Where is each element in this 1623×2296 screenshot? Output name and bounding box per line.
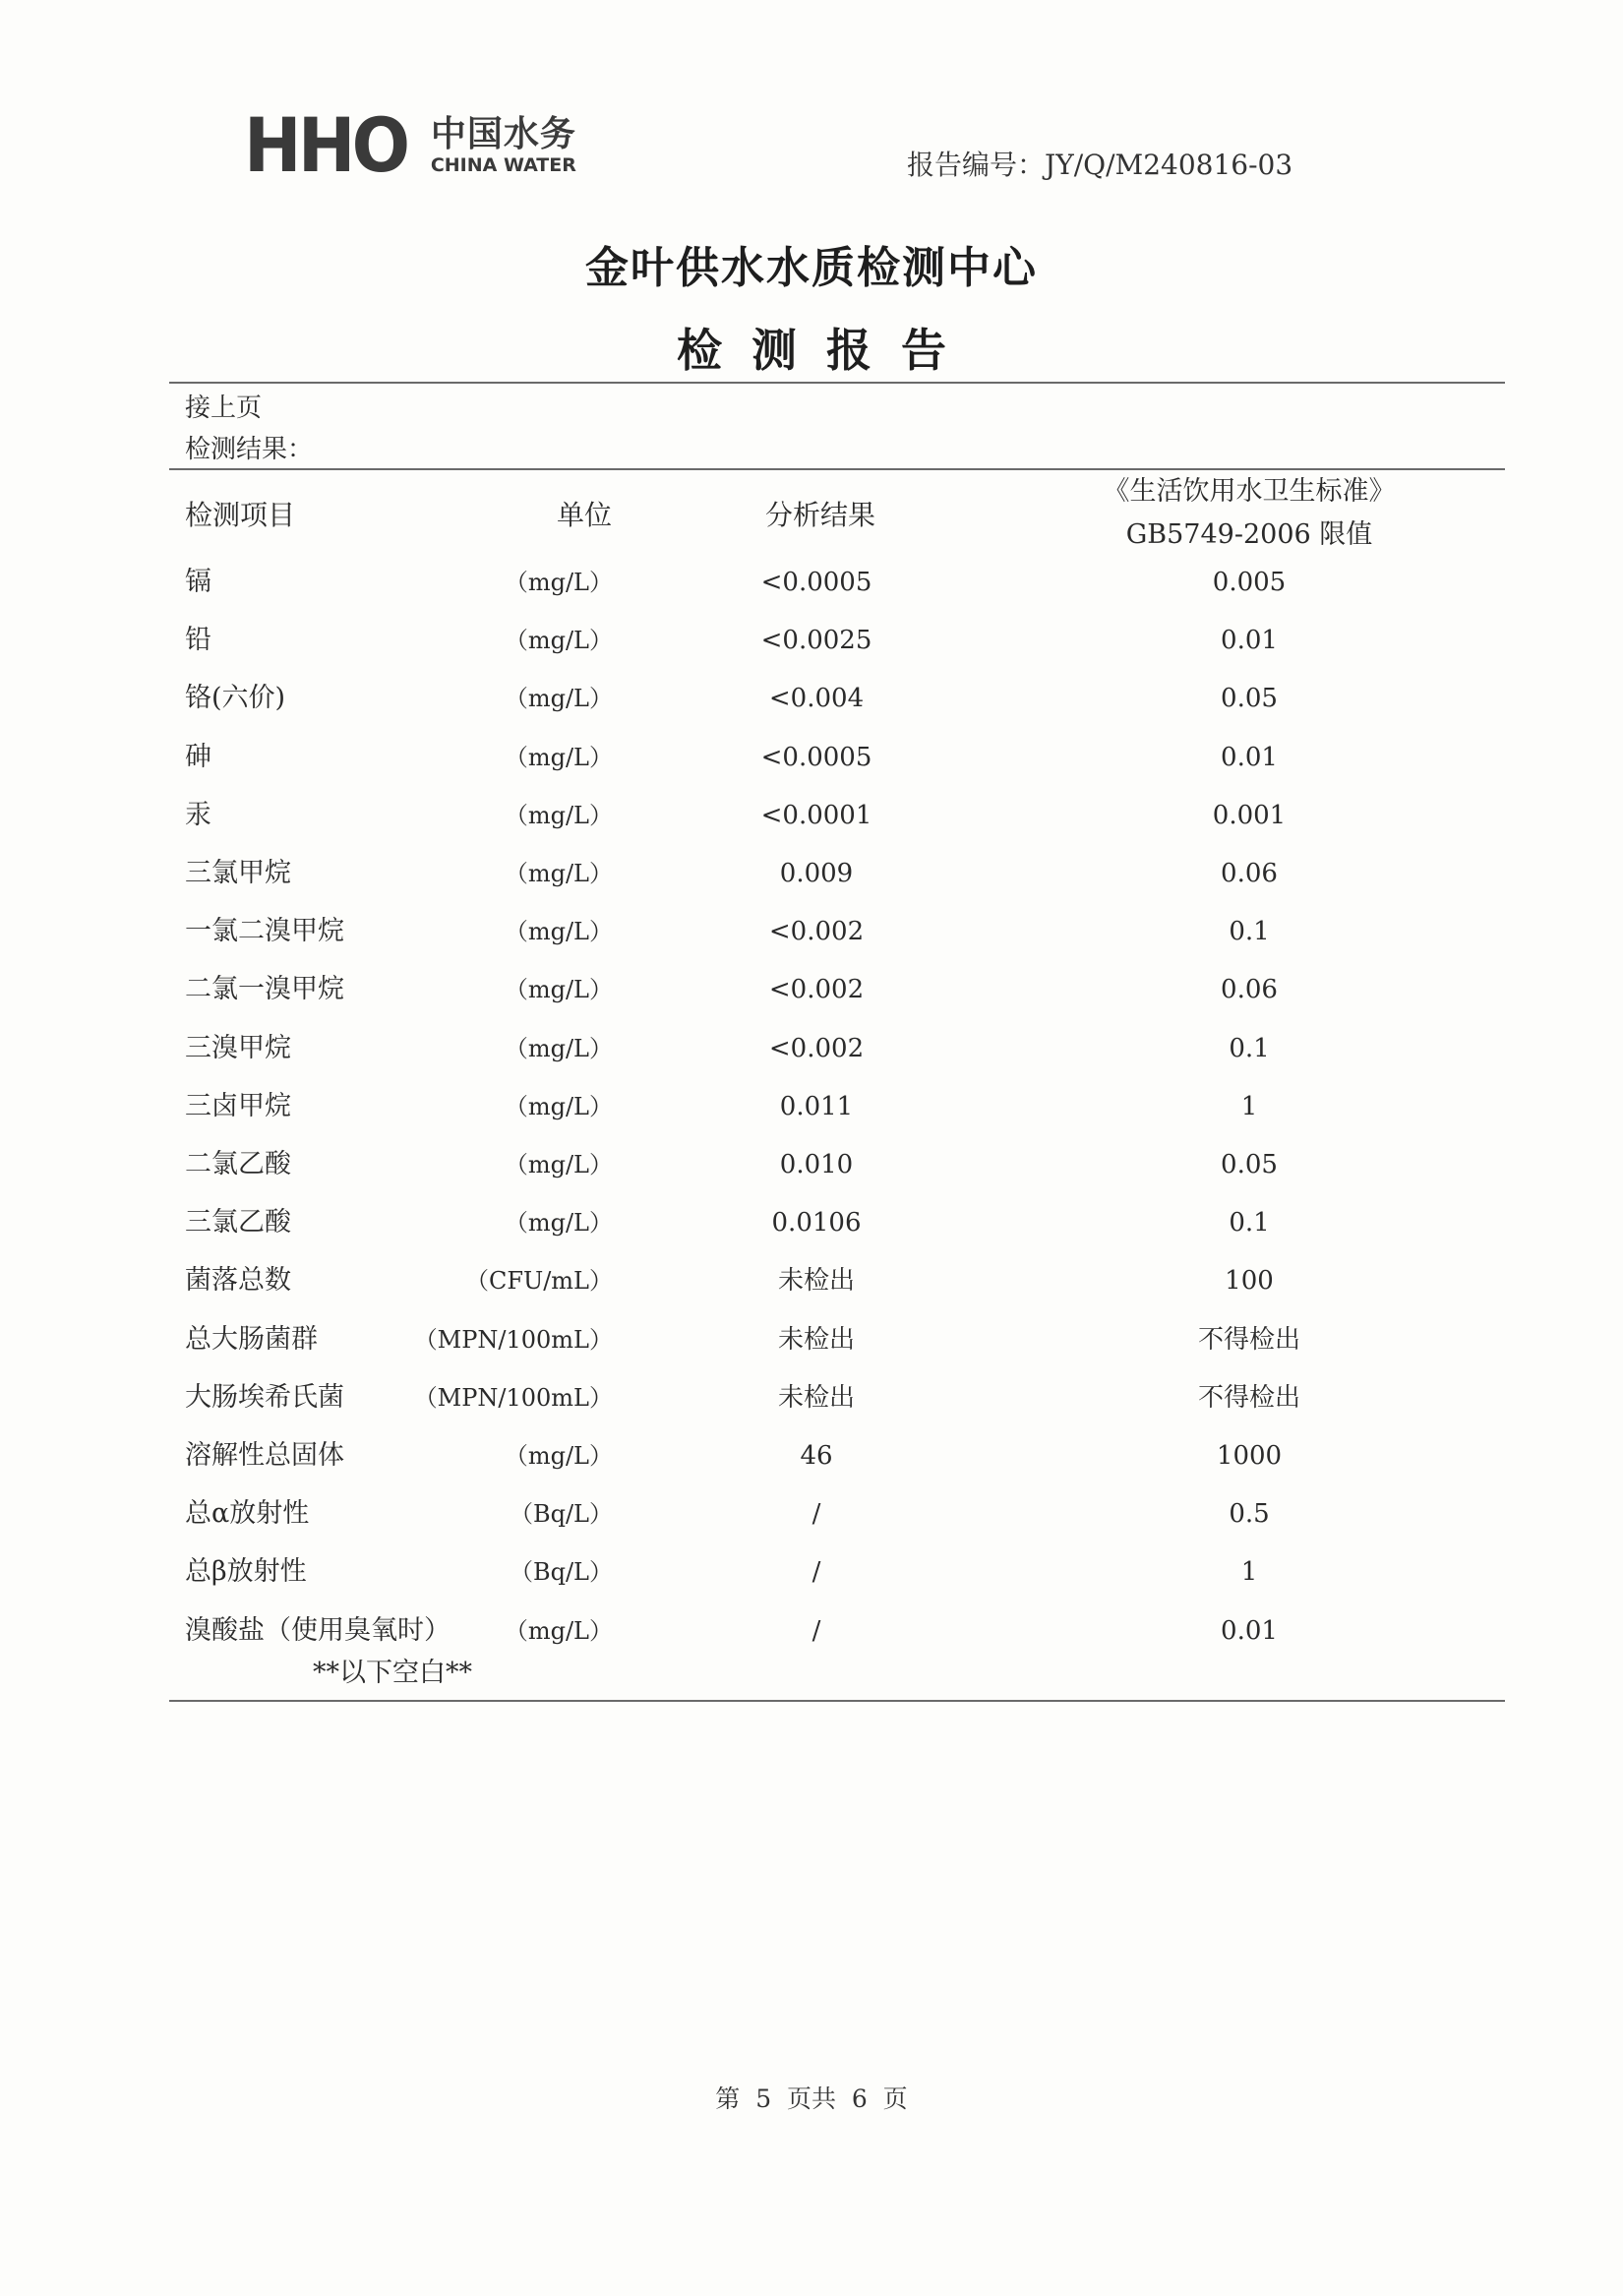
row-result: <0.004 <box>768 684 865 713</box>
table-row <box>0 738 1623 777</box>
logo-text-block <box>430 113 576 176</box>
row-item: 铬(六价) <box>185 683 286 713</box>
table-row <box>0 1378 1623 1418</box>
row-result: <0.0005 <box>760 743 872 772</box>
row-limit: 0.06 <box>1221 975 1278 1004</box>
row-unit: （mg/L） <box>504 918 613 945</box>
header-standard-line1: 《生活饮用水卫生标准》 <box>1103 476 1396 507</box>
organization-title: 金叶供水水质检测中心 <box>585 243 1038 293</box>
table-row <box>0 970 1623 1009</box>
row-result: <0.002 <box>768 1034 865 1063</box>
table-row <box>0 796 1623 835</box>
row-unit: （mg/L） <box>504 1151 613 1178</box>
row-limit: 0.06 <box>1221 859 1278 888</box>
row-limit: 0.05 <box>1221 684 1278 713</box>
row-limit: 0.05 <box>1221 1150 1278 1179</box>
row-limit: 0.001 <box>1212 801 1287 830</box>
report-number: 报告编号：JY/Q/M240816-03 <box>907 149 1293 181</box>
header-standard <box>1104 470 1396 557</box>
row-unit: （mg/L） <box>504 1442 613 1470</box>
row-limit: 0.01 <box>1221 743 1278 772</box>
row-limit: 1 <box>1240 1557 1258 1587</box>
row-unit: （mg/L） <box>504 1209 613 1237</box>
page-footer: 第 5 页共 6 页 <box>715 2085 908 2113</box>
row-result: <0.002 <box>768 975 865 1004</box>
row-unit: （mg/L） <box>504 1035 613 1062</box>
bottom-divider <box>169 1700 1505 1702</box>
table-row <box>0 854 1623 893</box>
row-unit: （mg/L） <box>504 744 613 771</box>
row-result: / <box>812 1616 821 1646</box>
header-result: 分析结果 <box>764 499 876 531</box>
row-limit: 100 <box>1225 1266 1274 1296</box>
row-limit: 0.01 <box>1221 626 1278 655</box>
row-result: 未检出 <box>777 1325 856 1355</box>
row-item: 砷 <box>185 742 211 772</box>
row-limit: 不得检出 <box>1197 1325 1301 1355</box>
row-result: <0.0005 <box>760 568 872 597</box>
row-item: 一氯二溴甲烷 <box>185 916 344 946</box>
row-result: 0.009 <box>779 859 854 888</box>
row-result: <0.002 <box>768 917 865 946</box>
row-item: 汞 <box>185 800 211 830</box>
table-row <box>0 1436 1623 1476</box>
row-result: 未检出 <box>777 1266 856 1296</box>
row-unit: （mg/L） <box>504 569 613 596</box>
row-unit: （mg/L） <box>504 802 613 829</box>
logo-chinese-text: 中国水务 <box>430 113 576 154</box>
table-row <box>0 912 1623 951</box>
row-limit: 0.1 <box>1229 1034 1270 1063</box>
row-result: / <box>812 1499 821 1529</box>
row-result: <0.0001 <box>760 801 872 830</box>
table-row <box>0 1320 1623 1359</box>
report-title: 检测报告 <box>677 324 976 377</box>
row-result: 0.010 <box>779 1150 854 1179</box>
row-result: 0.011 <box>779 1092 854 1121</box>
continued-label: 接上页 <box>185 393 263 423</box>
row-unit: （MPN/100mL） <box>413 1384 613 1412</box>
row-item: 总α放射性 <box>185 1498 310 1529</box>
header-standard-line2: GB5749-2006 限值 <box>1125 519 1373 550</box>
row-unit: （mg/L） <box>504 860 613 887</box>
row-item: 三卤甲烷 <box>185 1091 291 1121</box>
end-of-table-note: **以下空白** <box>313 1658 472 1688</box>
row-item: 菌落总数 <box>185 1265 291 1296</box>
row-limit: 0.1 <box>1229 917 1270 946</box>
table-row <box>0 1261 1623 1300</box>
table-row <box>0 1087 1623 1126</box>
table-row <box>0 1494 1623 1534</box>
row-result: 46 <box>800 1441 833 1471</box>
row-limit: 0.1 <box>1229 1208 1270 1238</box>
row-item: 铅 <box>185 625 211 655</box>
table-row <box>0 621 1623 660</box>
table-row <box>0 1611 1623 1651</box>
row-item: 溶解性总固体 <box>185 1440 344 1471</box>
row-item: 总β放射性 <box>185 1556 307 1587</box>
row-item: 三氯乙酸 <box>185 1207 291 1238</box>
row-unit: （CFU/mL） <box>464 1267 613 1295</box>
company-logo <box>244 101 576 189</box>
row-item: 二氯一溴甲烷 <box>185 974 344 1004</box>
header-unit: 单位 <box>556 499 613 531</box>
row-limit: 0.005 <box>1212 568 1287 597</box>
table-row <box>0 1029 1623 1068</box>
row-item: 总大肠菌群 <box>185 1324 318 1355</box>
row-item: 镉 <box>185 567 211 597</box>
row-unit: （MPN/100mL） <box>413 1326 613 1354</box>
row-result: 0.0106 <box>771 1208 862 1238</box>
table-row <box>0 1145 1623 1184</box>
row-item: 二氯乙酸 <box>185 1149 291 1179</box>
row-item: 三氯甲烷 <box>185 858 291 888</box>
row-result: / <box>812 1557 821 1587</box>
row-unit: （mg/L） <box>504 976 613 1003</box>
header-item: 检测项目 <box>185 499 296 531</box>
row-limit: 0.01 <box>1221 1616 1278 1646</box>
table-row <box>0 1203 1623 1242</box>
table-row <box>0 563 1623 602</box>
row-limit: 1000 <box>1216 1441 1283 1471</box>
table-row <box>0 679 1623 718</box>
logo-hho-mark: HHO <box>244 101 407 189</box>
row-unit: （mg/L） <box>504 627 613 654</box>
row-unit: （mg/L） <box>504 1617 613 1645</box>
row-limit: 不得检出 <box>1197 1383 1301 1413</box>
row-item: 三溴甲烷 <box>185 1033 291 1063</box>
row-limit: 0.5 <box>1229 1499 1270 1529</box>
row-result: <0.0025 <box>760 626 872 655</box>
results-label: 检测结果： <box>185 435 314 464</box>
top-divider <box>169 382 1505 384</box>
row-limit: 1 <box>1240 1092 1258 1121</box>
table-row <box>0 1552 1623 1592</box>
row-unit: （Bq/L） <box>509 1500 613 1528</box>
row-item: 溴酸盐（使用臭氧时） <box>185 1615 451 1646</box>
row-result: 未检出 <box>777 1383 856 1413</box>
row-unit: （mg/L） <box>504 1093 613 1120</box>
logo-english-text: CHINA WATER <box>430 153 576 176</box>
row-item: 大肠埃希氏菌 <box>185 1382 344 1413</box>
row-unit: （Bq/L） <box>509 1558 613 1586</box>
row-unit: （mg/L） <box>504 685 613 712</box>
